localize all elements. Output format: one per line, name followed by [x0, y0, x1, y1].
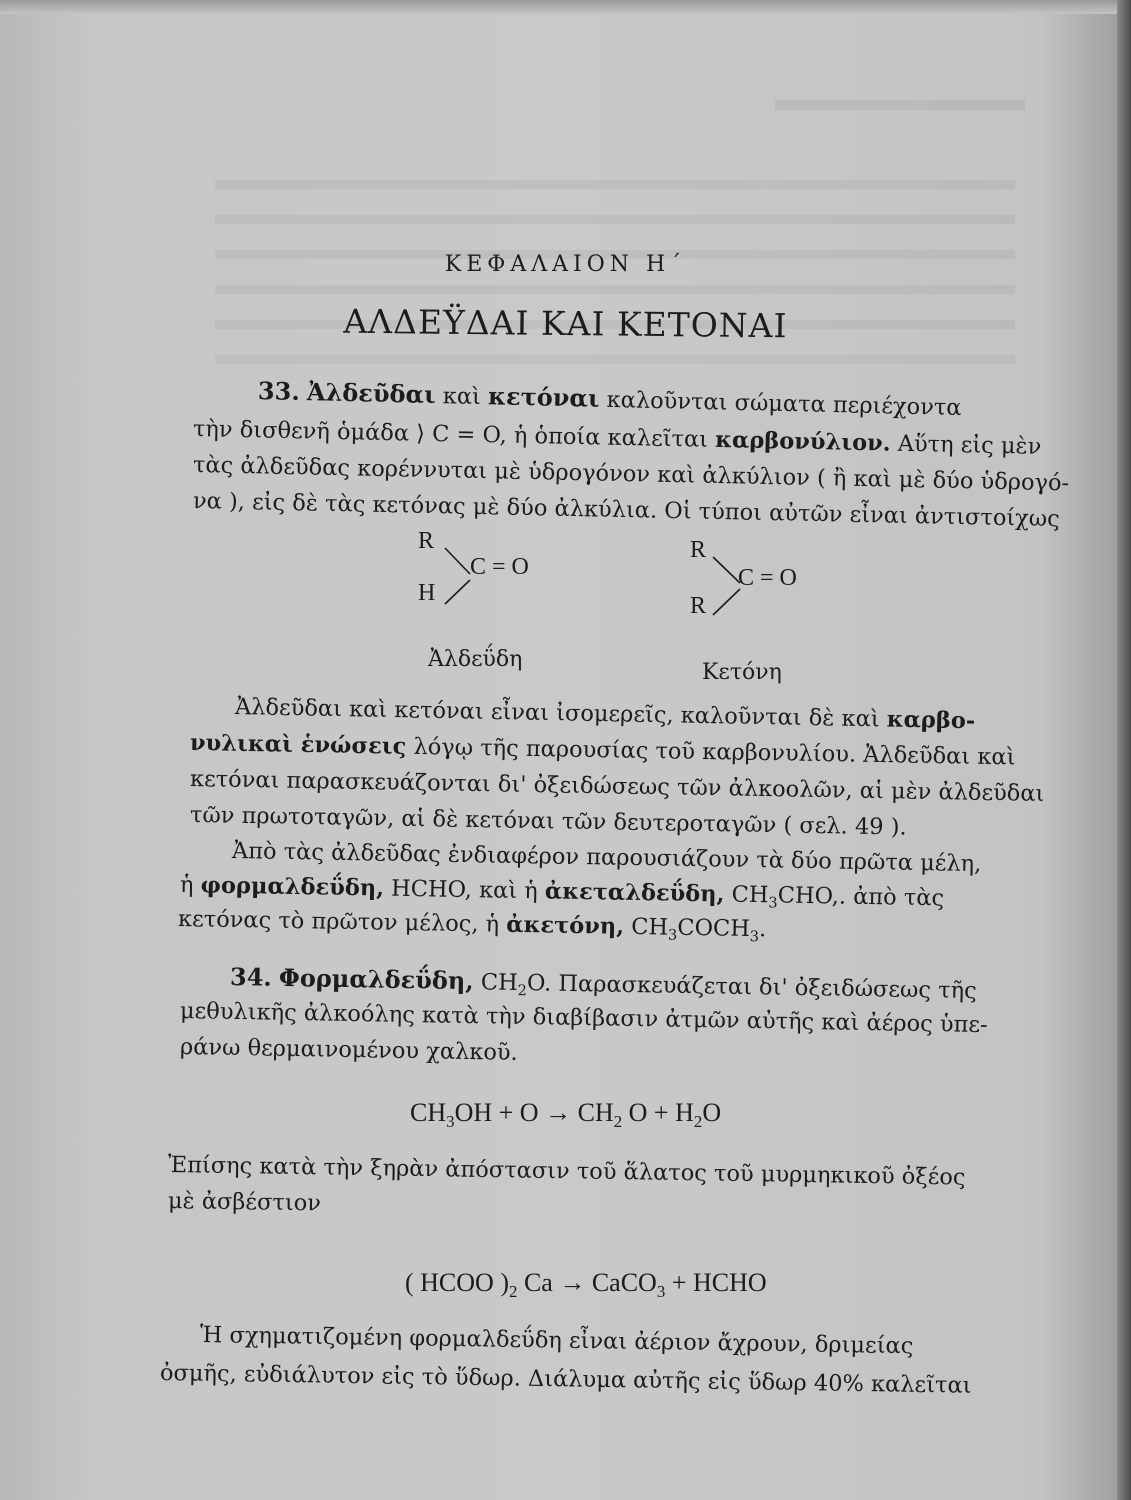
formula-ch: CH: [480, 969, 518, 997]
formula-ch: CH: [731, 881, 769, 909]
eq1-part-d: O: [702, 1098, 722, 1127]
conjunction: καὶ: [442, 383, 482, 411]
eq1-sub-a: 3: [446, 1111, 455, 1131]
aldehyde-top-r: R: [418, 528, 435, 554]
term-ketones: κετόναι: [487, 381, 600, 413]
aldehyde-bottom-h: H: [418, 580, 436, 606]
term-aldehydes: Ἀλδεῦδαι: [306, 377, 437, 410]
eq1-sub-b: 2: [613, 1111, 623, 1131]
para2-line1: [235, 694, 976, 734]
sec33-line4: να ), εἰς δὲ τὰς κετόνας μὲ δύο ἀλκύλια. Οἱ τύποι αὐτῶν εἶναι ἀντιστοίχως: [192, 488, 1061, 533]
eq1-part-b: OH + O → CH: [454, 1098, 614, 1127]
term-formaldehyde: φορμαλδεΰδη,: [200, 872, 385, 902]
para5-line2: ὀσμῆς, εὐδιάλυτον εἰς τὸ ὕδωρ. Διάλυμα αὐτῆς εἰς ὕδωρ 40% καλεῖται: [159, 1360, 972, 1399]
para5-line1: Ἡ σχηματιζομένη φορμαλδεΰδη εἶναι ἀέριον ἄχρουν, δριμείας: [199, 1322, 914, 1360]
ketone-structure: [690, 537, 860, 627]
section-number: 33.: [257, 376, 301, 406]
term-acetaldehyde: ἀκεταλδεΰδη,: [544, 878, 725, 908]
aldehyde-structure: [418, 528, 588, 618]
sec33-line3: τὰς ἀλδεῦδας κορέννυται μὲ ὑδρογόνον καὶ ἀλκύλιον ( ἢ καὶ μὲ δύο ὑδρογό-: [192, 452, 1070, 497]
sec33-line2b: Αὕτη εἰς μὲν: [897, 430, 1042, 460]
term-carbonyl-compounds-a: καρβο-: [886, 706, 976, 735]
para3-line1: Ἀπὸ τὰς ἀλδεῦδας ἐνδιαφέρον παρουσιάζουν τὰ δύο πρῶτα μέλη,: [231, 838, 982, 878]
section-number: 34.: [229, 962, 273, 992]
ketone-bottom-r: R: [690, 593, 707, 619]
para3-l2-mid: HCHO, καὶ ἡ: [390, 875, 538, 905]
sec34-line1-rest: Παρασκευάζεται δι' ὀξειδώσεως τῆς: [558, 970, 977, 1005]
para3-l3-pre: κετόνας τὸ πρῶτον μέλος, ἡ: [177, 906, 500, 938]
term-acetone: ἀκετόνη,: [506, 911, 625, 940]
eq2-sub-b: 3: [656, 1281, 666, 1301]
para2-line3: κετόναι παρασκευάζονται δι' ὀξειδώσεως τῶν ἀλκοολῶν, αἱ μὲν ἀλδεῦδαι: [189, 766, 1045, 807]
period: .: [758, 916, 767, 943]
ketone-top-r: R: [690, 537, 707, 563]
eq2-sub-a: 2: [509, 1281, 518, 1301]
para2-line4: τῶν πρωτοταγῶν, αἱ δὲ κετόναι τῶν δευτεροταγῶν ( σελ. 49 ).: [189, 802, 907, 841]
eq2-part-b: Ca → CaCO: [517, 1268, 657, 1297]
para2-line2: [190, 730, 1016, 770]
aldehyde-carbonyl: C = O: [470, 554, 529, 580]
sec33-line2: [193, 416, 1042, 460]
page-binding-edge: [1117, 0, 1131, 1500]
sec34-line3: ράνω θερμαινομένου χαλκοῦ.: [179, 1034, 518, 1066]
para2-line1a: Ἀλδεῦδαι καὶ κετόναι εἶναι ἰσομερεῖς, καλοῦνται δὲ καὶ: [234, 694, 880, 733]
para3-l2-pre: ἡ: [179, 872, 194, 899]
formula-coch: COCH: [677, 914, 751, 942]
equation-methanol-oxidation: [410, 1098, 721, 1132]
formula-sub: 3: [749, 928, 760, 946]
formula-sub: 2: [517, 982, 528, 1000]
para4-line1: Ἐπίσης κατὰ τὴν ξηρὰν ἀπόστασιν τοῦ ἅλατος τοῦ μυρμηκικοῦ ὀξέος: [167, 1152, 966, 1191]
para4-line2: μὲ ἀσβέστιον: [167, 1188, 322, 1217]
sec34-line2: μεθυλικῆς ἀλκοόλης κατὰ τὴν διαβίβασιν ἀτμῶν αὐτῆς καὶ ἀέρος ὑπε-: [179, 998, 988, 1039]
sec33-line2a: τὴν δισθενῆ ὁμάδα ⟩ C = O, ἡ ὁποία καλεῖται: [192, 416, 709, 453]
term-carbonyl-compounds-b: νυλικαὶ ἑνώσεις: [189, 730, 407, 760]
ketone-carbonyl: C = O: [738, 565, 797, 591]
eq1-sub-c: 2: [693, 1111, 703, 1131]
formula-sub: 3: [768, 894, 778, 912]
sec33-line1-rest: καλοῦνται σώματα περιέχοντα: [606, 386, 962, 421]
formula-ch: CH: [631, 913, 669, 941]
ketone-label: Κετόνη: [702, 660, 782, 685]
para3-l2-end: CHO,. ἀπὸ τὰς: [777, 882, 945, 912]
page-top-edge: [0, 0, 1131, 14]
bleed-through-block: [205, 100, 1025, 400]
eq2-part-a: ( HCOO ): [405, 1268, 509, 1297]
eq1-part-a: CH: [410, 1098, 447, 1127]
equation-formate-distillation: [405, 1268, 767, 1302]
formula-sub: 3: [667, 926, 678, 944]
eq2-part-c: + HCHO: [665, 1268, 767, 1297]
eq1-part-c: O + H: [622, 1098, 694, 1127]
term-formaldehyde-heading: Φορμαλδεΰδη,: [278, 962, 474, 996]
aldehyde-label: Ἀλδεΰδη: [428, 647, 523, 672]
para2-line2b: λόγῳ τῆς παρουσίας τοῦ καρβονυλίου. Ἀλδεῦδαι καὶ: [413, 733, 1016, 771]
formula-end: O.: [526, 970, 552, 997]
term-carbonyl: καρβονύλιον.: [714, 426, 891, 457]
chapter-heading: ΚΕΦΑΛΑΙΟΝ Η΄: [444, 252, 687, 277]
para3-line3: [178, 906, 767, 945]
chapter-title: ΑΛΔΕΫΔΑΙ ΚΑΙ ΚΕΤΟΝΑΙ: [343, 301, 788, 346]
